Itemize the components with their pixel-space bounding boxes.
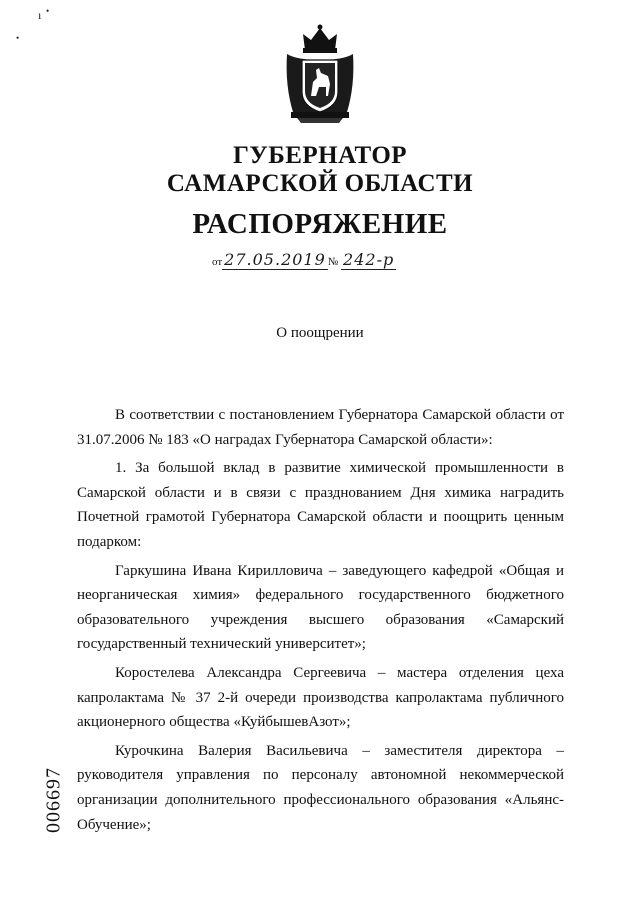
paragraph-item-1: 1. За большой вклад в развитие химической промышленности в Самарской области и в связи с празднованием Дня химика наградить Почетной грамотой Губернатора Самарской области и поощрить ценным подарком:: [77, 460, 564, 550]
document-body: [77, 403, 564, 837]
corner-mark: ı: [38, 8, 42, 22]
document-type: РАСПОРЯЖЕНИЕ: [192, 208, 448, 240]
corner-dot: •: [46, 6, 50, 16]
coat-of-arms-emblem: [283, 24, 357, 124]
corner-dot: •: [16, 33, 20, 43]
document-subject: О поощрении: [276, 325, 364, 341]
date-from-label: от: [212, 256, 223, 268]
document-date: 27.05.2019: [224, 250, 326, 269]
number-label: №: [327, 256, 339, 268]
paragraph-awardee: Гаркушина Ивана Кирилловича – заведующего кафедрой «Общая и неорганическая химия» федерального государственного бюджетного образовательного учреждения высшего образования «Самарский государственный технический университет»;: [77, 562, 564, 653]
side-serial-number: 006697: [42, 767, 65, 833]
paragraph-awardee: Курочкина Валерия Васильевича – заместителя директора – руководителя управления по персоналу автономной некоммерческой организации дополнительного профессионального образования «Альянс-Обучение»;: [77, 742, 564, 833]
date-number-line: [212, 250, 442, 269]
issuer-region: САМАРСКОЙ ОБЛАСТИ: [166, 170, 474, 197]
document-number: 242-р: [343, 250, 395, 269]
paragraph-preamble: В соответствии с постановлением Губернатора Самарской области от 31.07.2006 № 183 «О наградах Губернатора Самарской области»:: [77, 407, 564, 448]
paragraph-awardee: Коростелева Александра Сергеевича – мастера отделения цеха капролактама № 37 2-й очереди производства капролактама публичного акционерного общества «КуйбышевАзот»;: [77, 664, 564, 731]
issuer-title: ГУБЕРНАТОР: [232, 142, 408, 169]
